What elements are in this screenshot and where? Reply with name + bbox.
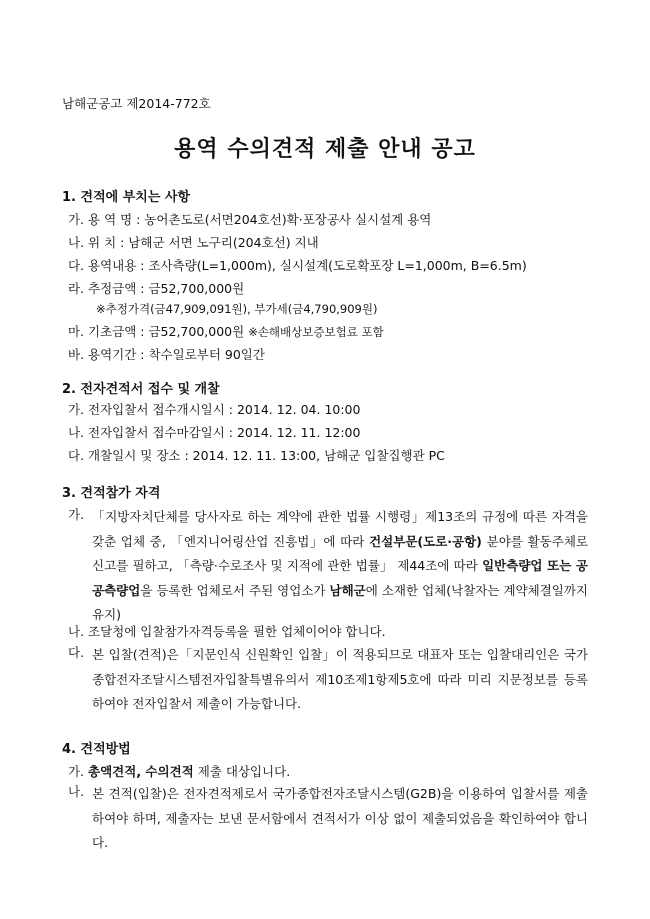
item-marker: 가.	[68, 507, 85, 522]
page-title: 용역 수의견적 제출 안내 공고	[174, 137, 476, 162]
qualification-c	[68, 643, 588, 717]
method-b-text: 본 견적(입찰)은 전자견적제로서 국가종합전자조달시스템(G2B)을 이용하여 입찰서를 제출하여야 하며, 제출자는 보낸 문서함에서 견적서가 이상 없이 제출되었음을 확인하여야 합니다.	[92, 786, 588, 850]
qualification-a	[68, 505, 588, 628]
item-marker: 가.	[68, 764, 89, 779]
text-run: 을 등록한 업체로서 주된 영업소가	[140, 582, 330, 598]
bold-run: 남해군	[329, 582, 366, 598]
item-marker: 나.	[68, 784, 85, 799]
section-2-item: 가. 전자입찰서 접수개시일시 : 2014. 12. 04. 10:00	[68, 402, 361, 417]
section-2-item: 나. 전자입찰서 접수마감일시 : 2014. 12. 11. 12:00	[68, 425, 361, 440]
service-period: 바. 용역기간 : 착수일로부터 90일간	[68, 347, 265, 362]
base-amount-text: 마. 기초금액 : 금52,700,000원	[68, 324, 249, 339]
section-3-heading: 3. 견적참가 자격	[62, 486, 161, 501]
text-run: 「지방자치단체를 당사자로 하는 계약에 관한 법률 시행령」제13조의 규정에 따른 자격을 갖춘 업체 중, 「엔지니어링산업 진흥법」에 따라	[92, 509, 588, 549]
section-1-item: 나. 위 치 : 남해군 서면 노구리(204호선) 지내	[68, 235, 319, 250]
text-run: 분야를 활동주체로 신고를 필하고, 「측량·수로조사 및 지적에 관한 법률」 제44조에 따라	[92, 533, 588, 573]
qualification-a-text	[92, 505, 588, 628]
section-4-heading: 4. 견적방법	[62, 742, 131, 757]
item-marker: 다.	[68, 645, 85, 660]
method-a	[68, 762, 290, 780]
method-b	[68, 782, 588, 856]
section-2-heading: 2. 전자견적서 접수 및 개찰	[62, 382, 220, 397]
bold-run: 총액견적, 수의견적	[88, 764, 194, 779]
base-amount-note: ※손해배상보증보험료 포함	[248, 325, 384, 339]
qualification-c-text: 본 입찰(견적)은「지문인식 신원확인 입찰」이 적용되므로 대표자 또는 입찰대리인은 국가종합전자조달시스템전자입찰특별유의서 제10조제1항제5호에 따라 미리 지문정보를 등록하여야 전자입찰서 제출이 가능합니다.	[92, 647, 588, 711]
section-1-item: 가. 용 역 명 : 농어촌도로(서면204호선)확·포장공사 실시설계 용역	[68, 212, 432, 227]
section-2-item: 다. 개찰일시 및 장소 : 2014. 12. 11. 13:00, 남해군 입찰집행관 PC	[68, 448, 445, 463]
notice-number: 남해군공고 제2014-772호	[62, 96, 211, 111]
text-run: 제출 대상입니다.	[193, 764, 291, 779]
bold-run: 일반측량업 또는 공공측량업	[92, 558, 588, 598]
text-run: 에 소재한 업체(낙찰자는 계약체결일까지 유지)	[92, 582, 588, 622]
base-amount	[68, 322, 384, 340]
section-1-item: 다. 용역내용 : 조사측량(L=1,000m), 실시설계(도로확포장 L=1,000m, B=6.5m)	[68, 258, 527, 273]
price-note: ※추정가격(금47,909,091원), 부가세(금4,790,909원)	[96, 302, 378, 316]
section-1-item: 라. 추정금액 : 금52,700,000원	[68, 281, 245, 296]
bold-run: 건설부문(도로·공항)	[369, 533, 482, 549]
section-1-heading: 1. 견적에 부치는 사항	[62, 190, 191, 205]
qualification-b: 나. 조달청에 입찰참가자격등록을 필한 업체이어야 합니다.	[68, 624, 386, 639]
